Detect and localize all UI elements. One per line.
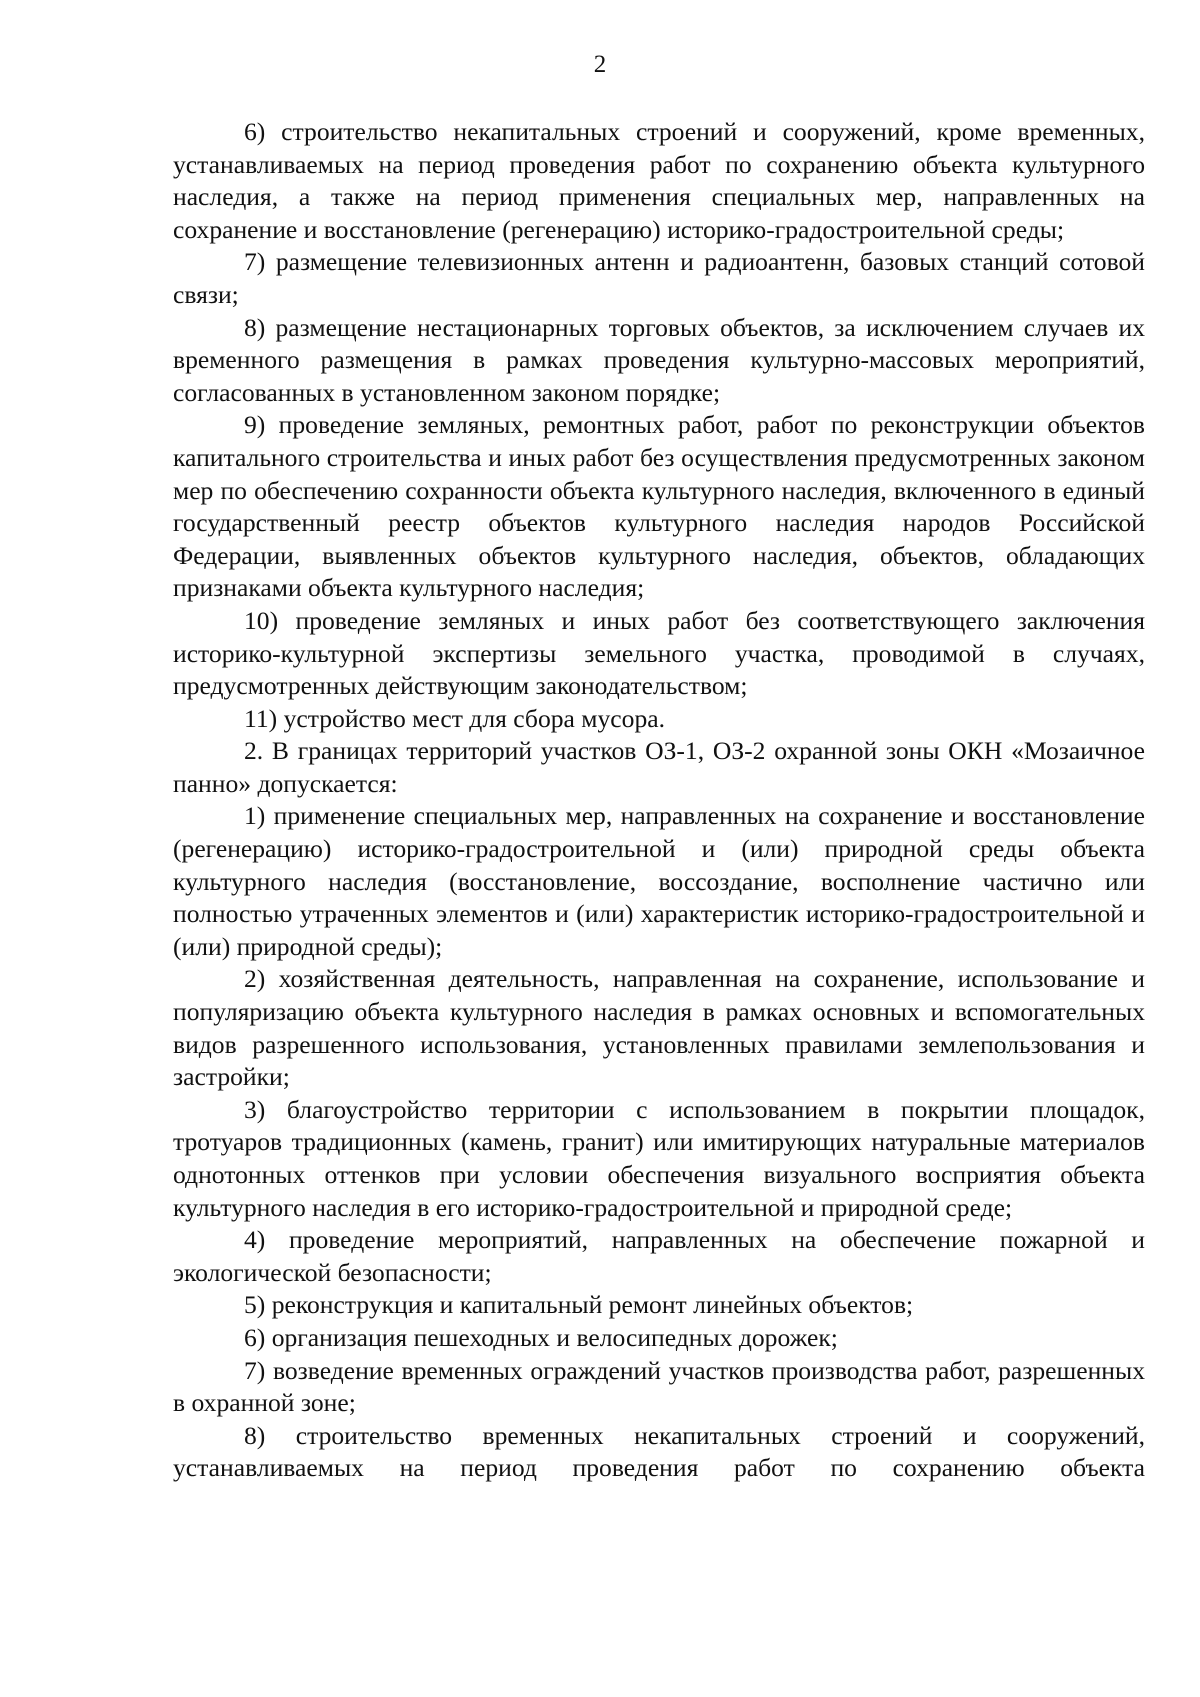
paragraph-10-expertise: 10) проведение земляных и иных работ без соответствующего заключения историко-культурной экспертизы земельного участка, проводимой в случаях, предусмотренных действующим законодательством; bbox=[173, 605, 1145, 701]
section-2-permitted: 2. В границах территорий участков ОЗ-1, ОЗ-2 охранной зоны ОКН «Мозаичное панно» допускается: bbox=[173, 736, 1145, 798]
permitted-item-6: 6) организация пешеходных и велосипедных дорожек; bbox=[244, 1322, 838, 1352]
document-body bbox=[173, 116, 1145, 1485]
paragraph-11-garbage: 11) устройство мест для сбора мусора. bbox=[244, 703, 666, 733]
permitted-item-5: 5) реконструкция и капитальный ремонт линейных объектов; bbox=[244, 1290, 914, 1320]
permitted-item-2: 2) хозяйственная деятельность, направленная на сохранение, использование и популяризацию объекта культурного наследия в рамках основных и вспомогательных видов разрешенного использования, установленных правилами землепользования и застройки; bbox=[173, 964, 1145, 1092]
permitted-item-8: 8) строительство временных некапитальных строений и сооружений, устанавливаемых на период проведения работ по сохранению объекта bbox=[173, 1420, 1145, 1483]
permitted-item-4: 4) проведение мероприятий, направленных на обеспечение пожарной и экологической безопасности; bbox=[173, 1225, 1145, 1287]
page-number: 2 bbox=[593, 51, 607, 78]
paragraph-7-antennas: 7) размещение телевизионных антенн и радиоантенн, базовых станций сотовой связи; bbox=[173, 247, 1145, 309]
paragraph-8-trade-objects: 8) размещение нестационарных торговых объектов, за исключением случаев их временного размещения в рамках проведения культурно-массовых мероприятий, согласованных в установленном законом порядке; bbox=[173, 312, 1145, 407]
permitted-item-1: 1) применение специальных мер, направленных на сохранение и восстановление (регенерацию) историко-градостроительной и (или) природной среды объекта культурного наследия (восстановление, воссоздание, восполнение частично или полностью утраченных элементов и (или) характеристик историко-градостроительной и (или) природной среды); bbox=[173, 801, 1145, 961]
paragraph-9-earthworks: 9) проведение земляных, ремонтных работ, работ по реконструкции объектов капитального строительства и иных работ без осуществления предусмотренных законом мер по обеспечению сохранности объекта культурного наследия, включенного в единый государственный реестр объектов культурного наследия народов Российской Федерации, выявленных объектов культурного наследия, объектов, обладающих признаками объекта культурного наследия; bbox=[173, 410, 1145, 603]
permitted-item-3: 3) благоустройство территории с использованием в покрытии площадок, тротуаров традиционных (камень, гранит) или имитирующих натуральные материалов однотонных оттенков при условии обеспечения визуального восприятия объекта культурного наследия в его историко-градостроительной и природной среде; bbox=[173, 1094, 1145, 1222]
paragraph-6-construction: 6) строительство некапитальных строений и сооружений, кроме временных, устанавливаемых на период проведения работ по сохранению объекта культурного наследия, а также на период применения специальных мер, направленных на сохранение и восстановление (регенерацию) историко-градостроительной среды; bbox=[173, 117, 1145, 244]
permitted-item-7: 7) возведение временных ограждений участков производства работ, разрешенных в охранной зоне; bbox=[173, 1355, 1145, 1418]
